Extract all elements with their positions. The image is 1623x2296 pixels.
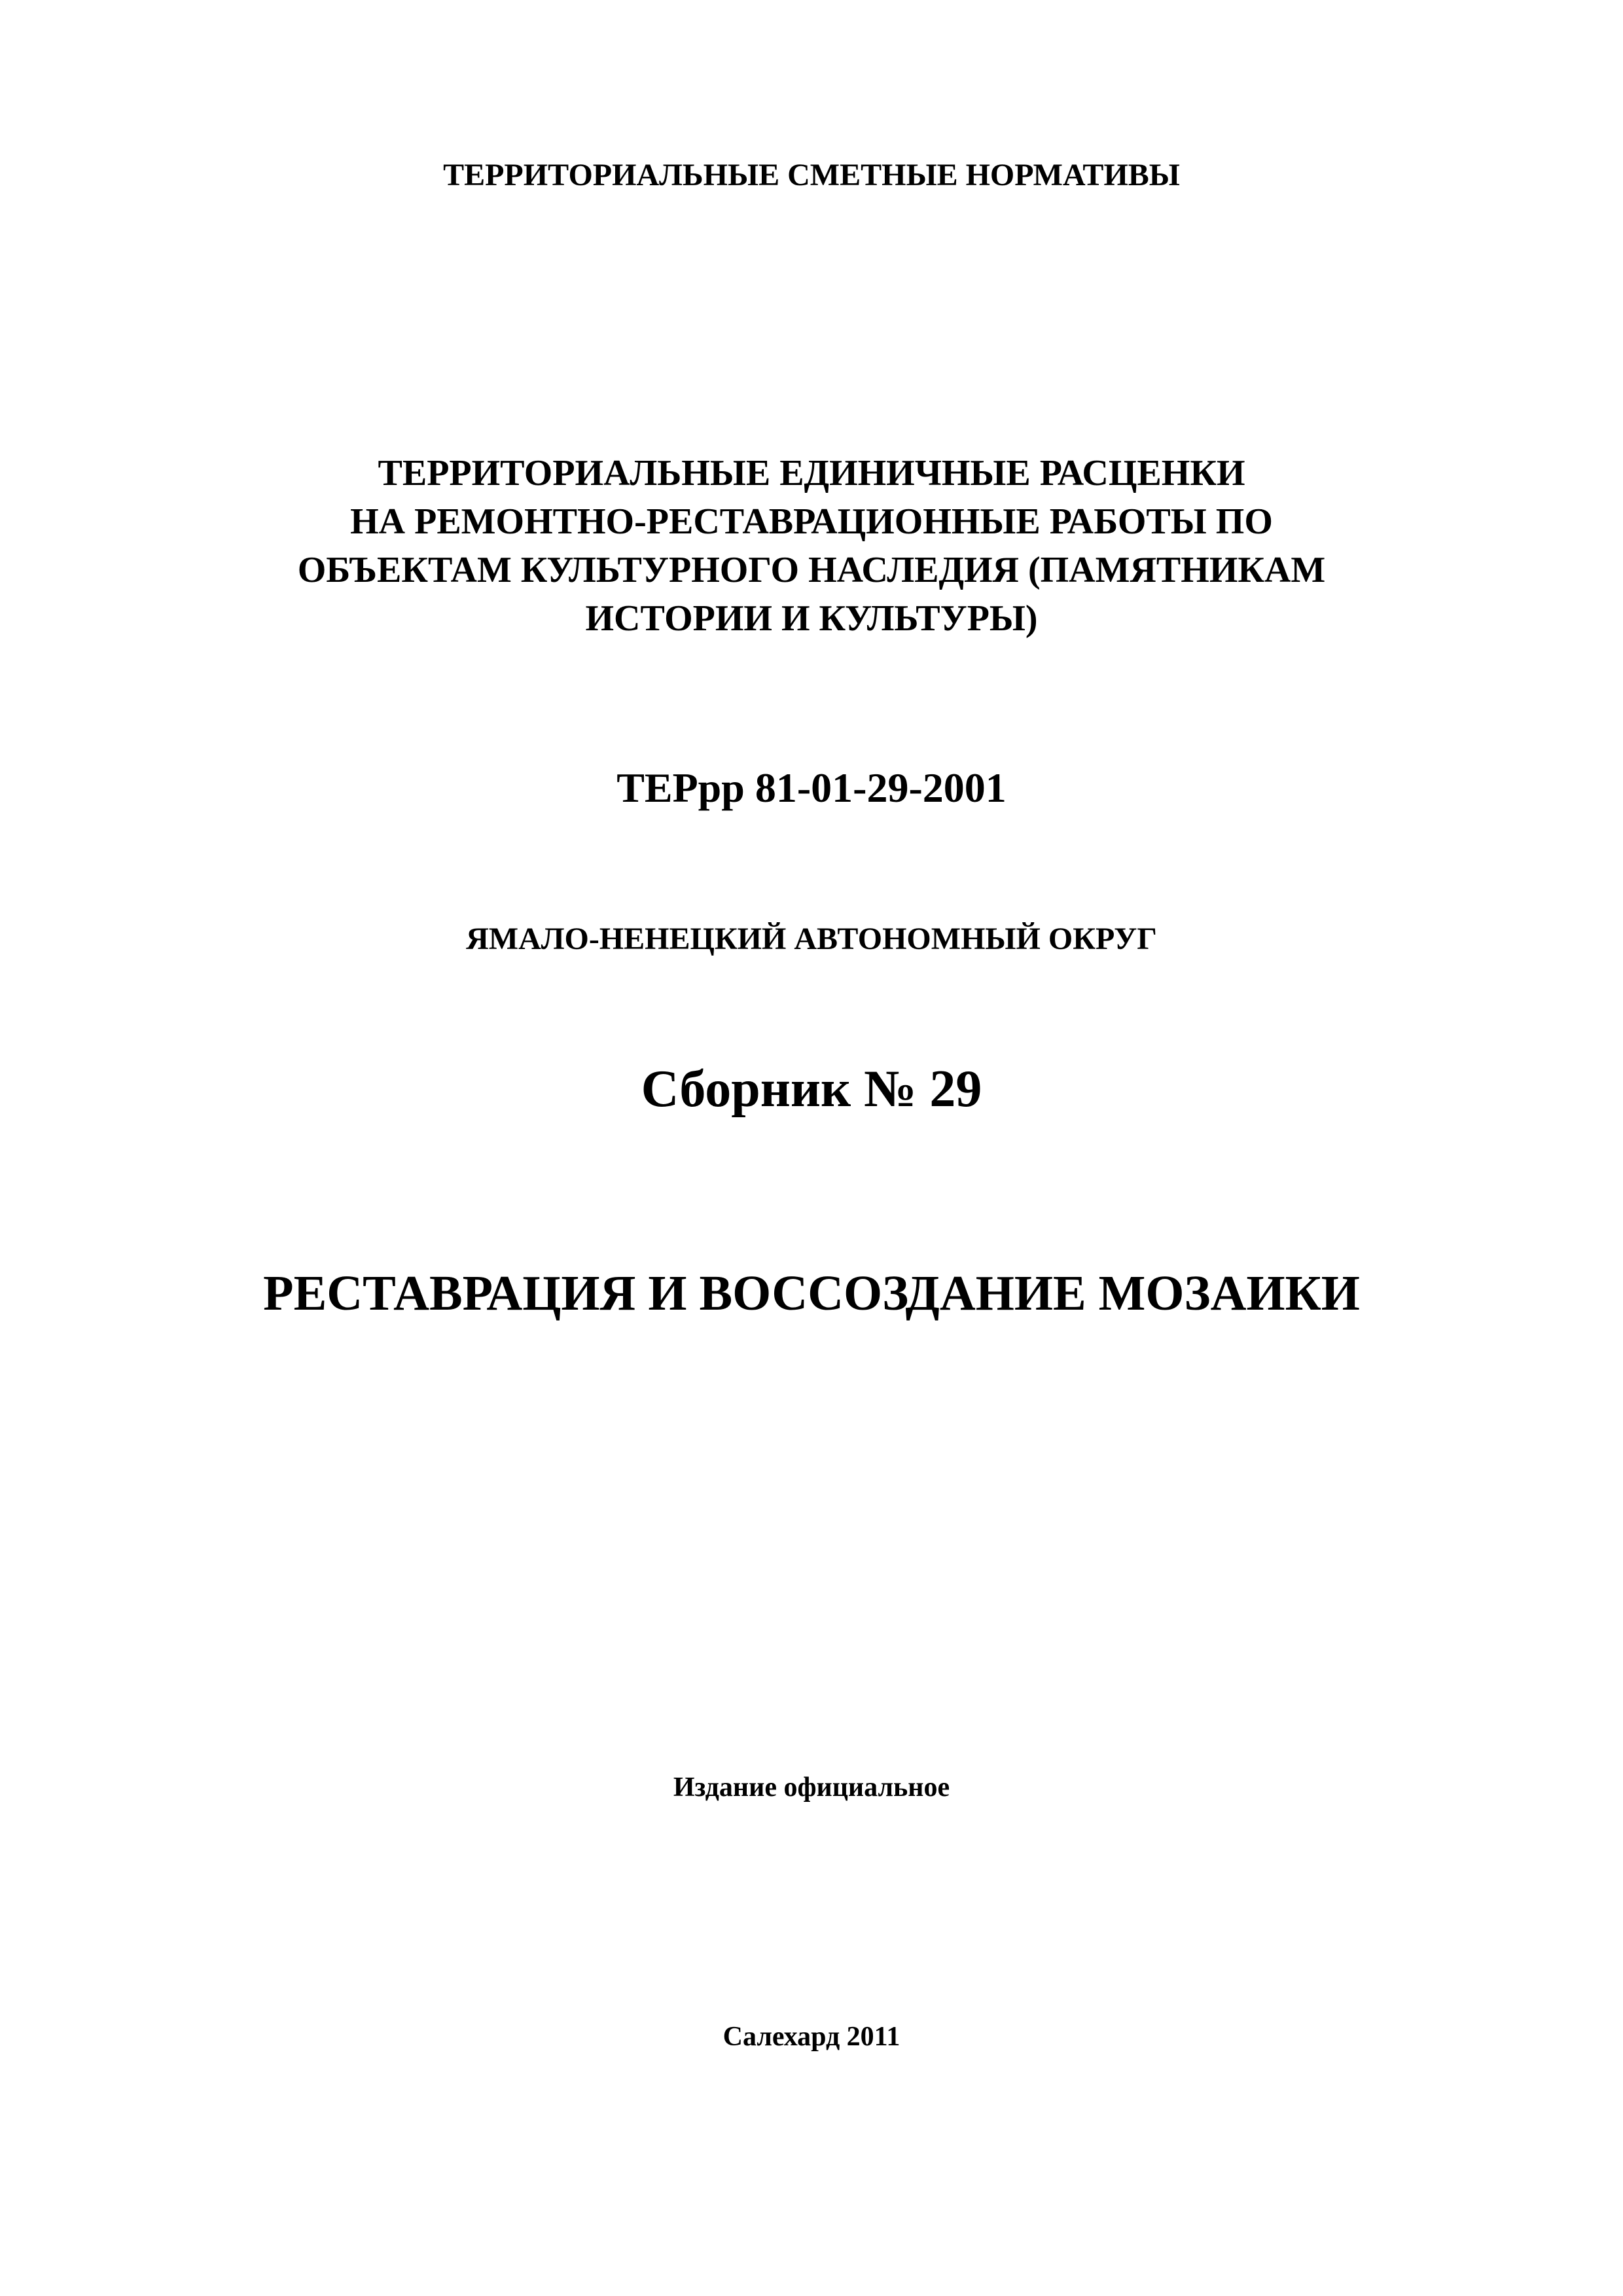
document-title <box>0 449 1623 643</box>
title-line: ОБЪЕКТАМ КУЛЬТУРНОГО НАСЛЕДИЯ (ПАМЯТНИКАМ <box>297 550 1326 590</box>
title-line: НА РЕМОНТНО-РЕСТАВРАЦИОННЫЕ РАБОТЫ ПО <box>350 501 1273 542</box>
region-name: ЯМАЛО-НЕНЕЦКИЙ АВТОНОМНЫЙ ОКРУГ <box>466 922 1157 956</box>
edition-label: Издание официальное <box>673 1772 950 1803</box>
collection-subject: РЕСТАВРАЦИЯ И ВОССОЗДАНИЕ МОЗАИКИ <box>263 1266 1360 1321</box>
title-line: ИСТОРИИ И КУЛЬТУРЫ) <box>585 598 1038 639</box>
imprint-place-year: Салехард 2011 <box>722 2022 901 2052</box>
document-code: ТЕРрр 81-01-29-2001 <box>616 764 1007 811</box>
series-heading: ТЕРРИТОРИАЛЬНЫЕ СМЕТНЫЕ НОРМАТИВЫ <box>443 158 1180 192</box>
title-line: ТЕРРИТОРИАЛЬНЫЕ ЕДИНИЧНЫЕ РАСЦЕНКИ <box>378 453 1245 493</box>
collection-number: Сборник № 29 <box>641 1060 982 1118</box>
